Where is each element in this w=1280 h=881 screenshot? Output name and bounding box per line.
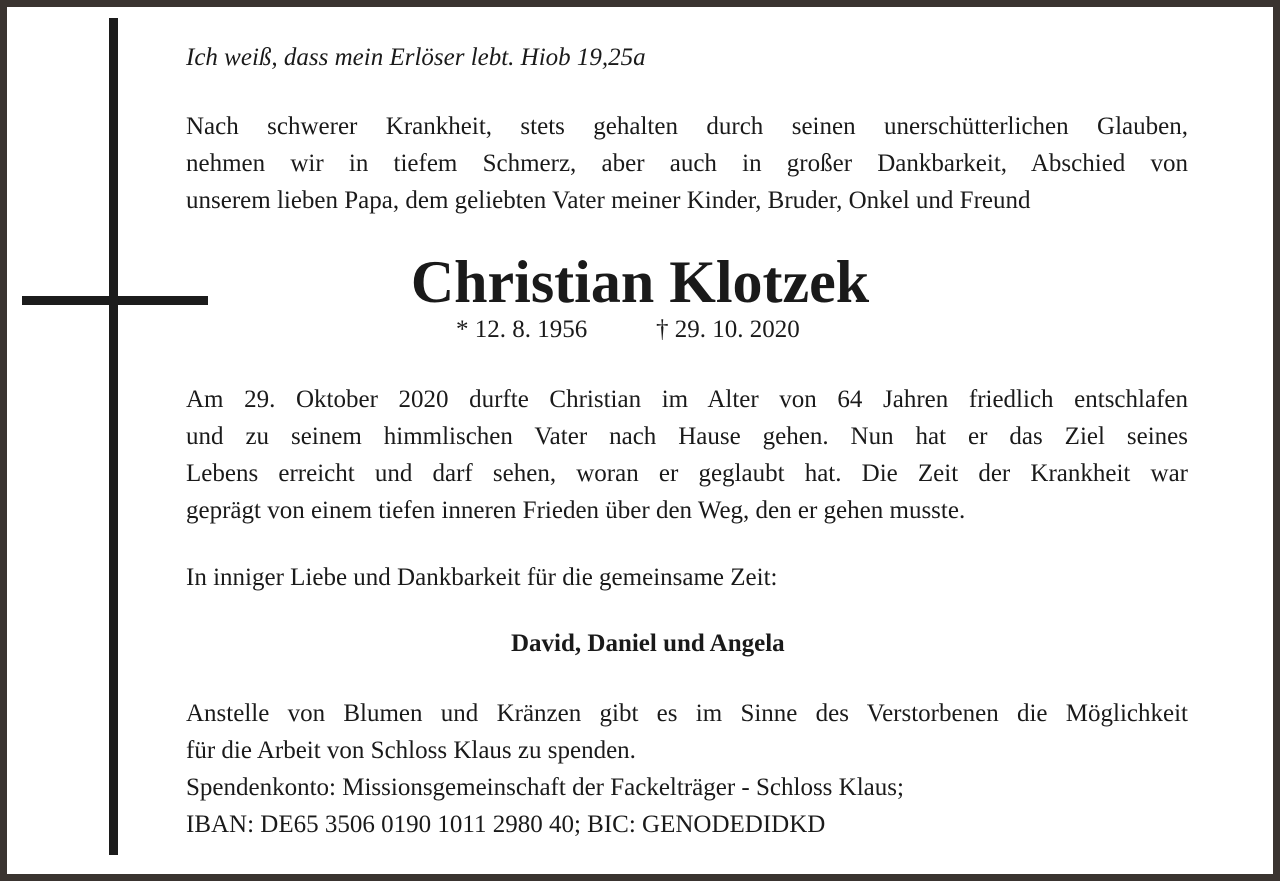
donation-paragraph [186, 695, 1188, 843]
body-line: und zu seinem himmlischen Vater nach Hause gehen. Nun hat er das Ziel seines [186, 423, 1188, 450]
donation-line: Spendenkonto: Missionsgemeinschaft der Fackelträger - Schloss Klaus; [186, 774, 904, 801]
body-line: Am 29. Oktober 2020 durfte Christian im Alter von 64 Jahren friedlich entschlafen [186, 386, 1188, 413]
death-date: † 29. 10. 2020 [656, 316, 800, 343]
gratitude-line: In inniger Liebe und Dankbarkeit für die gemeinsame Zeit: [186, 564, 778, 591]
signers-names: David, Daniel und Angela [511, 630, 785, 657]
intro-line: unserem lieben Papa, dem geliebten Vater meiner Kinder, Bruder, Onkel und Freund [186, 187, 1031, 214]
body-line: geprägt von einem tiefen inneren Frieden über den Weg, den er gehen musste. [186, 497, 966, 524]
bible-verse-motto: Ich weiß, dass mein Erlöser lebt. Hiob 19,25a [186, 44, 646, 71]
body-paragraph [186, 381, 1188, 529]
intro-line: Nach schwerer Krankheit, stets gehalten durch seinen unerschütterlichen Glauben, [186, 113, 1188, 140]
donation-line: IBAN: DE65 3506 0190 1011 2980 40; BIC: GENODEDIDKD [186, 811, 826, 838]
donation-line: Anstelle von Blumen und Kränzen gibt es im Sinne des Verstorbenen die Möglichkeit [186, 700, 1188, 727]
cross-icon-vertical-bar [109, 18, 118, 855]
deceased-name: Christian Klotzek [410, 249, 870, 315]
donation-line: für die Arbeit von Schloss Klaus zu spenden. [186, 737, 636, 764]
deceased-name-heading [0, 246, 1280, 318]
intro-paragraph [186, 108, 1188, 219]
birth-date: * 12. 8. 1956 [456, 316, 588, 343]
body-line: Lebens erreicht und darf sehen, woran er geglaubt hat. Die Zeit der Krankheit war [186, 460, 1188, 487]
intro-line: nehmen wir in tiefem Schmerz, aber auch in großer Dankbarkeit, Abschied von [186, 150, 1188, 177]
